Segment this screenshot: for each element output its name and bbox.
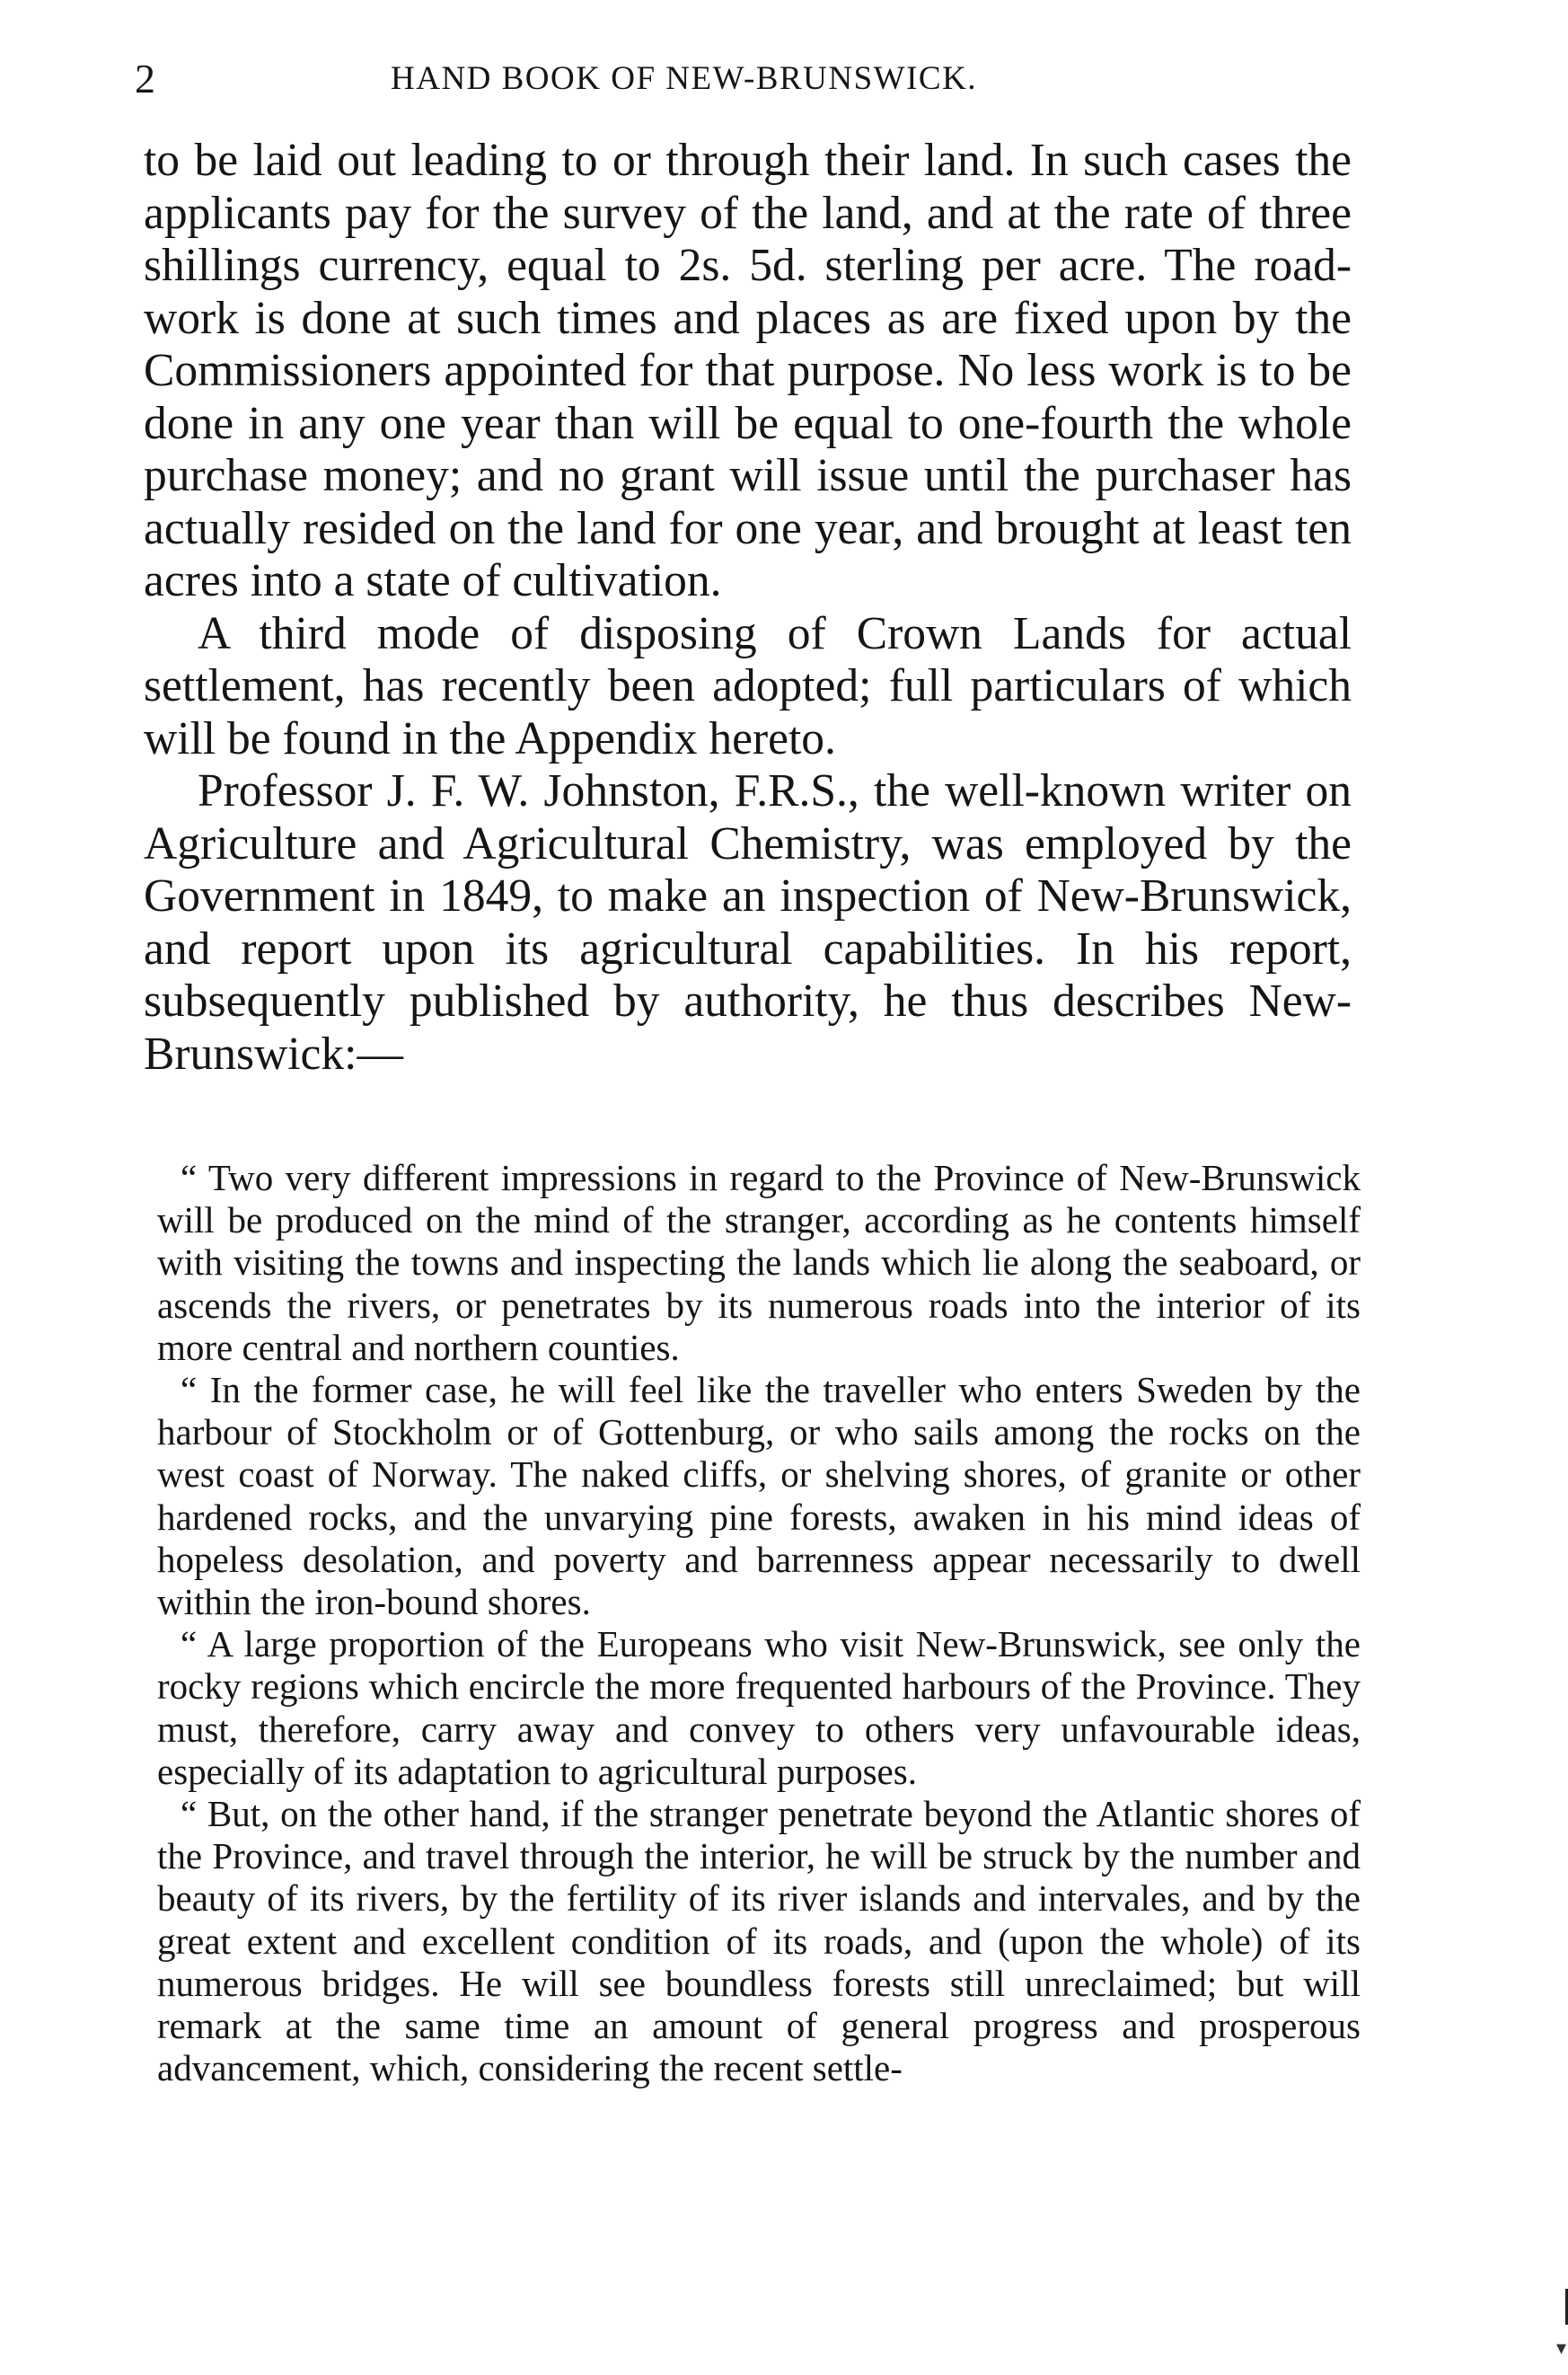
johnston-quotation — [157, 1157, 1361, 2089]
running-head — [0, 52, 1568, 106]
page-number: 2 — [135, 56, 155, 102]
quote-paragraph-europeans: “ A large proportion of the Europeans who visit New-Brunswick, see only the rocky regions which encircle the more frequented harbours of the Province. They must, therefore, carry away and convey to others very unfavourable ideas, especially of its adaptation to agricultural purposes. — [157, 1623, 1361, 1792]
paragraph-johnston: Professor J. F. W. Johnston, F.R.S., the well-known writer on Agriculture and Agricultural Chemistry, was employed by the Government in 1849, to make an inspection of New-Brunswick, and report upon its agricultural capabilities. In his report, subsequently published by authority, he thus describes New-Brunswick:— — [144, 765, 1352, 1080]
page-edge-tick: ▾ — [1555, 2336, 1566, 2359]
paragraph-road-work: to be laid out leading to or through their land. In such cases the applicants pay for the survey of the land, and at the rate of three shillings currency, equal to 2s. 5d. sterling per acre. The road-work is done at such times and places as are fixed upon by the Commissioners appointed for that purpose. No less work is to be done in any one year than will be equal to one-fourth the whole purchase money; and no grant will issue until the purchaser has actually resided on the land for one year, and brought at least ten acres into a state of cultivation. — [144, 135, 1352, 606]
quote-paragraph-impressions: “ Two very different impressions in regard to the Province of New-Brunswick will be produced on the mind of the stranger, according as he contents himself with visiting the towns and inspecting the lands which lie along the seaboard, or ascends the rivers, or penetrates by its numerous roads into the interior of its more central and northern counties. — [157, 1157, 1361, 1368]
main-text — [144, 135, 1352, 1081]
quote-paragraph-former-case: “ In the former case, he will feel like the traveller who enters Sweden by the harbour of Stockholm or of Gottenburg, or who sails among the rocks on the west coast of Norway. The naked cliffs, or shelving shores, of granite or other hardened rocks, and the unvarying pine forests, awaken in his mind ideas of hopeless desolation, and poverty and barrenness appear necessarily to dwell within the iron-bound shores. — [157, 1369, 1361, 1623]
quote-paragraph-interior: “ But, on the other hand, if the stranger penetrate beyond the Atlantic shores of the Province, and travel through the interior, he will be struck by the number and beauty of its rivers, by the fertility of its river islands and intervales, and by the great extent and excellent condition of its roads, and (upon the whole) of its numerous bridges. He will see boundless forests still unreclaimed; but will remark at the same time an amount of general progress and prosperous advancement, which, considering the recent settle- — [157, 1793, 1361, 2089]
paragraph-third-mode: A third mode of disposing of Crown Lands for actual settlement, has recently been adopted; full particulars of which will be found in the Appendix hereto. — [144, 607, 1352, 764]
running-title: HAND BOOK OF NEW-BRUNSWICK. — [391, 60, 978, 97]
